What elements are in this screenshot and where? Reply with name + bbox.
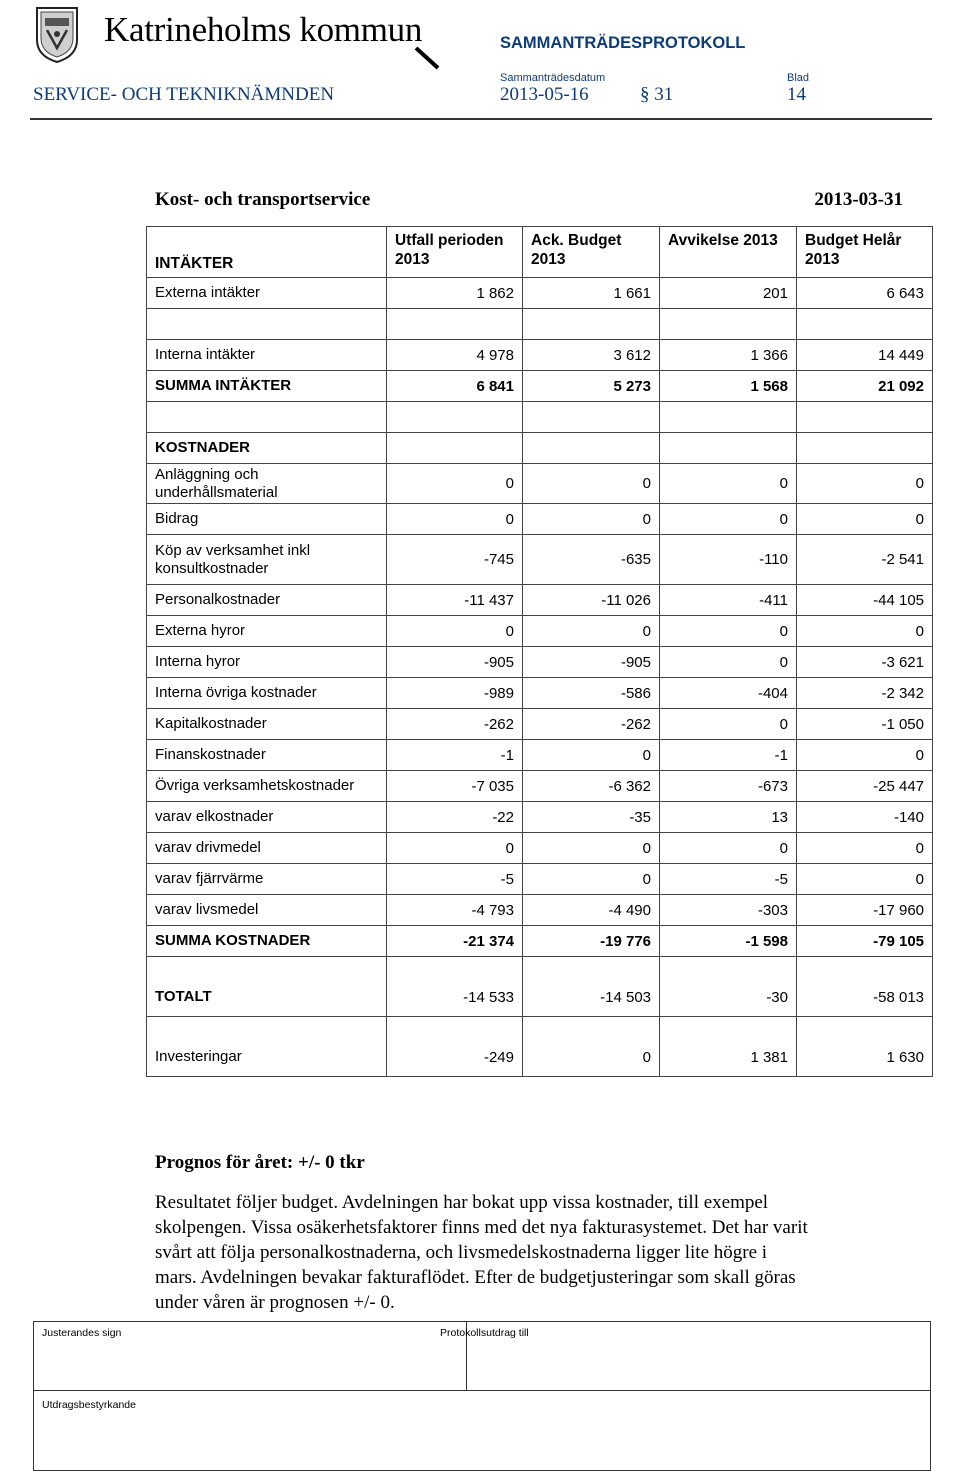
table-row-total bbox=[147, 926, 933, 957]
row-label: KOSTNADER bbox=[147, 433, 387, 464]
table-row bbox=[147, 433, 933, 464]
protokollsutdrag-label: Protokollsutdrag till bbox=[440, 1327, 529, 1339]
cell-value: -79 105 bbox=[797, 926, 933, 957]
cell-value: 0 bbox=[797, 464, 933, 504]
table-row bbox=[147, 616, 933, 647]
cell-value: 0 bbox=[523, 1017, 660, 1077]
cell-value: -19 776 bbox=[523, 926, 660, 957]
table-row bbox=[147, 740, 933, 771]
cell-value: 0 bbox=[660, 504, 797, 535]
cell-value: 0 bbox=[660, 616, 797, 647]
cell-value: -2 541 bbox=[797, 535, 933, 585]
cell-value: -7 035 bbox=[387, 771, 523, 802]
section-date: 2013-03-31 bbox=[814, 189, 903, 210]
cell-value bbox=[660, 309, 797, 340]
cell-value: -262 bbox=[387, 709, 523, 740]
cell-value: -1 bbox=[660, 740, 797, 771]
cell-value: -11 026 bbox=[523, 585, 660, 616]
cell-value: 6 841 bbox=[387, 371, 523, 402]
cell-value: -4 793 bbox=[387, 895, 523, 926]
cell-value: -262 bbox=[523, 709, 660, 740]
cell-value: -635 bbox=[523, 535, 660, 585]
cell-value: -1 bbox=[387, 740, 523, 771]
cell-value bbox=[797, 309, 933, 340]
cell-value: -1 050 bbox=[797, 709, 933, 740]
cell-value: -14 503 bbox=[523, 957, 660, 1017]
row-label: Kapitalkostnader bbox=[147, 709, 387, 740]
page-label: Blad bbox=[787, 72, 810, 84]
cell-value: -140 bbox=[797, 802, 933, 833]
table-row bbox=[147, 340, 933, 371]
table-row bbox=[147, 1017, 933, 1077]
table-row-total bbox=[147, 371, 933, 402]
cell-value: -4 490 bbox=[523, 895, 660, 926]
prognosis-line: mars. Avdelningen bevakar fakturaflödet. Efter de budgetjusteringar som skall göras bbox=[155, 1267, 796, 1288]
cell-value: 0 bbox=[660, 647, 797, 678]
cell-value: 0 bbox=[387, 464, 523, 504]
table-row bbox=[147, 771, 933, 802]
cell-value: 0 bbox=[387, 616, 523, 647]
table-row bbox=[147, 957, 933, 1017]
row-label: Interna övriga kostnader bbox=[147, 678, 387, 709]
cell-value: 6 643 bbox=[797, 278, 933, 309]
cell-value: 0 bbox=[523, 464, 660, 504]
row-label: varav fjärrvärme bbox=[147, 864, 387, 895]
cell-value: -673 bbox=[660, 771, 797, 802]
cell-value: 21 092 bbox=[797, 371, 933, 402]
row-label: TOTALT bbox=[147, 957, 387, 1017]
cell-value: 0 bbox=[660, 464, 797, 504]
row-label: Externa intäkter bbox=[147, 278, 387, 309]
prognosis-line: svårt att följa personalkostnaderna, och livsmedelskostnaderna ligger lite högre i bbox=[155, 1242, 768, 1263]
row-label: Övriga verksamhetskostnader bbox=[147, 771, 387, 802]
row-label: Anläggning och underhållsmaterial bbox=[147, 464, 387, 504]
row-label: varav drivmedel bbox=[147, 833, 387, 864]
protocol-title: SAMMANTRÄDESPROTOKOLL bbox=[500, 34, 746, 52]
row-label bbox=[147, 309, 387, 340]
justerandes-sign-label: Justerandes sign bbox=[42, 1327, 122, 1339]
cell-value: 3 612 bbox=[523, 340, 660, 371]
cell-value: 1 661 bbox=[523, 278, 660, 309]
cell-value: -5 bbox=[660, 864, 797, 895]
cell-value: 0 bbox=[387, 833, 523, 864]
table-row bbox=[147, 464, 933, 504]
prognosis-line: Resultatet följer budget. Avdelningen har bokat upp vissa kostnader, till exempel bbox=[155, 1192, 769, 1213]
cell-value: 1 366 bbox=[660, 340, 797, 371]
section-title: Kost- och transportservice bbox=[155, 189, 371, 210]
cell-value: -11 437 bbox=[387, 585, 523, 616]
meeting-date: 2013-05-16 bbox=[500, 84, 589, 105]
cell-value: -17 960 bbox=[797, 895, 933, 926]
table-row bbox=[147, 535, 933, 585]
cell-value: 0 bbox=[797, 616, 933, 647]
cell-value: 0 bbox=[797, 504, 933, 535]
table-row bbox=[147, 678, 933, 709]
row-label: varav livsmedel bbox=[147, 895, 387, 926]
cell-value bbox=[387, 433, 523, 464]
cell-value bbox=[797, 402, 933, 433]
cell-value: -22 bbox=[387, 802, 523, 833]
cell-value: 0 bbox=[797, 833, 933, 864]
cell-value: -411 bbox=[660, 585, 797, 616]
committee-name: SERVICE- OCH TEKNIKNÄMNDEN bbox=[33, 84, 335, 105]
cell-value: 0 bbox=[797, 740, 933, 771]
table-row bbox=[147, 278, 933, 309]
table-row bbox=[147, 309, 933, 340]
cell-value bbox=[523, 402, 660, 433]
table-row bbox=[147, 833, 933, 864]
cell-value bbox=[797, 433, 933, 464]
row-label: Köp av verksamhet inkl konsultkostnader bbox=[147, 535, 387, 585]
row-label bbox=[147, 402, 387, 433]
cell-value bbox=[387, 309, 523, 340]
cell-value: 14 449 bbox=[797, 340, 933, 371]
row-label: Interna hyror bbox=[147, 647, 387, 678]
logo-swoosh-icon bbox=[100, 42, 440, 70]
page-number: 14 bbox=[787, 84, 806, 105]
prognosis-title: Prognos för året: +/- 0 tkr bbox=[155, 1152, 365, 1173]
cell-value: 1 568 bbox=[660, 371, 797, 402]
cell-value: 0 bbox=[523, 616, 660, 647]
cell-value: -586 bbox=[523, 678, 660, 709]
cell-value bbox=[660, 433, 797, 464]
row-label: Bidrag bbox=[147, 504, 387, 535]
cell-value bbox=[523, 309, 660, 340]
table-row bbox=[147, 647, 933, 678]
row-label: Personalkostnader bbox=[147, 585, 387, 616]
cell-value: -30 bbox=[660, 957, 797, 1017]
cell-value: 0 bbox=[797, 864, 933, 895]
cell-value: -35 bbox=[523, 802, 660, 833]
cell-value: -58 013 bbox=[797, 957, 933, 1017]
cell-value: 1 630 bbox=[797, 1017, 933, 1077]
row-label: Investeringar bbox=[147, 1017, 387, 1077]
table-row bbox=[147, 864, 933, 895]
income-heading: INTÄKTER bbox=[147, 227, 387, 278]
cell-value: 0 bbox=[660, 833, 797, 864]
cell-value: 1 381 bbox=[660, 1017, 797, 1077]
cell-value bbox=[660, 402, 797, 433]
table-row bbox=[147, 585, 933, 616]
cell-value bbox=[387, 402, 523, 433]
cell-value: 13 bbox=[660, 802, 797, 833]
prognosis-text bbox=[155, 1190, 905, 1315]
column-header: Ack. Budget 2013 bbox=[523, 227, 660, 278]
row-label: varav elkostnader bbox=[147, 802, 387, 833]
cell-value: -110 bbox=[660, 535, 797, 585]
footer-divider bbox=[34, 1390, 930, 1391]
cell-value: -905 bbox=[387, 647, 523, 678]
cell-value: 0 bbox=[523, 740, 660, 771]
prognosis-line: under våren är prognosen +/- 0. bbox=[155, 1292, 395, 1313]
table-header-row bbox=[147, 227, 933, 278]
cell-value: -745 bbox=[387, 535, 523, 585]
row-label: SUMMA KOSTNADER bbox=[147, 926, 387, 957]
cell-value: 5 273 bbox=[523, 371, 660, 402]
utdragsbestyrkande-label: Utdragsbestyrkande bbox=[42, 1399, 136, 1411]
cell-value: 0 bbox=[523, 504, 660, 535]
cell-value: -249 bbox=[387, 1017, 523, 1077]
financial-table bbox=[146, 226, 933, 1077]
cell-value: -14 533 bbox=[387, 957, 523, 1017]
row-label: Interna intäkter bbox=[147, 340, 387, 371]
table-row bbox=[147, 504, 933, 535]
meeting-date-label: Sammanträdesdatum bbox=[500, 72, 606, 84]
section-number: § 31 bbox=[640, 84, 674, 105]
cell-value: -303 bbox=[660, 895, 797, 926]
cell-value: -2 342 bbox=[797, 678, 933, 709]
column-header: Avvikelse 2013 bbox=[660, 227, 797, 278]
cell-value: 0 bbox=[387, 504, 523, 535]
prognosis-line: skolpengen. Vissa osäkerhetsfaktorer finns med det nya fakturasystemet. Det har varit bbox=[155, 1217, 808, 1238]
column-header: Budget Helår 2013 bbox=[797, 227, 933, 278]
municipality-logo: Katrineholms kommun bbox=[104, 10, 423, 49]
cell-value: -905 bbox=[523, 647, 660, 678]
table-row bbox=[147, 895, 933, 926]
cell-value: -3 621 bbox=[797, 647, 933, 678]
cell-value: -1 598 bbox=[660, 926, 797, 957]
cell-value: -989 bbox=[387, 678, 523, 709]
table-row bbox=[147, 402, 933, 433]
cell-value: 1 862 bbox=[387, 278, 523, 309]
cell-value: 201 bbox=[660, 278, 797, 309]
cell-value: -21 374 bbox=[387, 926, 523, 957]
cell-value: -44 105 bbox=[797, 585, 933, 616]
cell-value: -5 bbox=[387, 864, 523, 895]
header-divider bbox=[30, 118, 932, 120]
cell-value: 0 bbox=[523, 864, 660, 895]
row-label: Externa hyror bbox=[147, 616, 387, 647]
cell-value bbox=[523, 433, 660, 464]
cell-value: -6 362 bbox=[523, 771, 660, 802]
column-header: Utfall perioden 2013 bbox=[387, 227, 523, 278]
cell-value: -25 447 bbox=[797, 771, 933, 802]
table-row bbox=[147, 709, 933, 740]
municipality-crest-icon bbox=[33, 4, 81, 64]
row-label: SUMMA INTÄKTER bbox=[147, 371, 387, 402]
cell-value: 0 bbox=[523, 833, 660, 864]
cell-value: 4 978 bbox=[387, 340, 523, 371]
cell-value: 0 bbox=[660, 709, 797, 740]
signature-footer bbox=[33, 1321, 931, 1471]
cell-value: -404 bbox=[660, 678, 797, 709]
row-label: Finanskostnader bbox=[147, 740, 387, 771]
table-row bbox=[147, 802, 933, 833]
